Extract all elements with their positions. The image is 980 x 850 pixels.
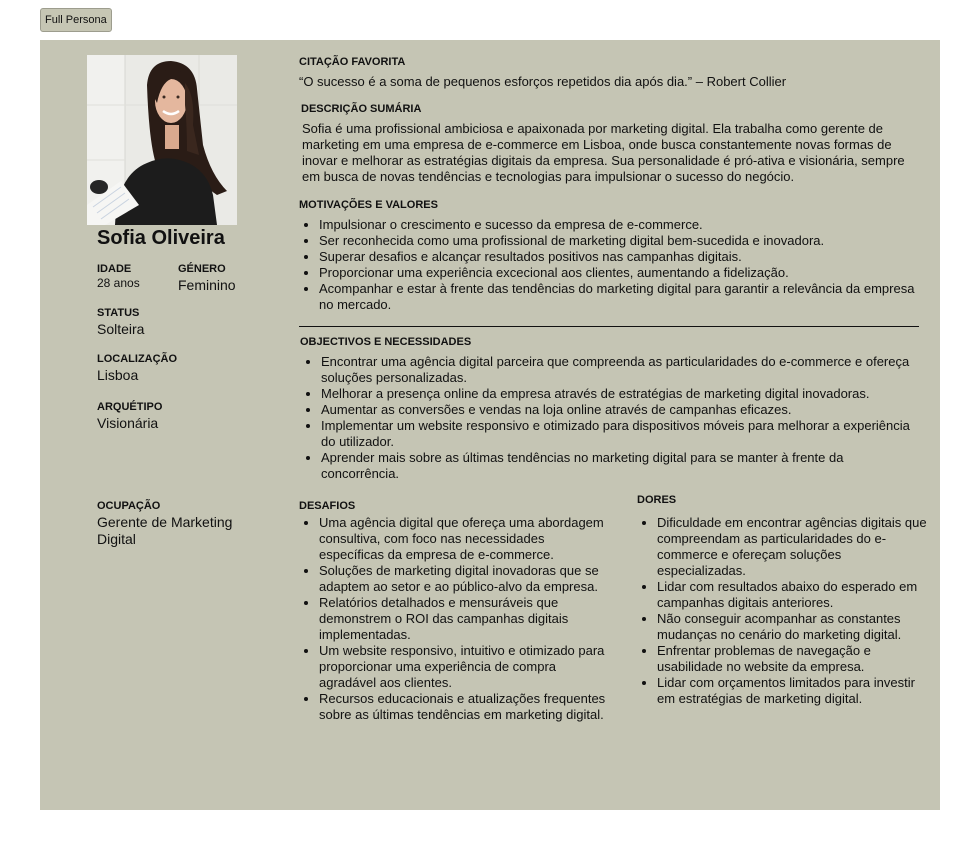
persona-card <box>40 40 940 810</box>
list-item: • Dificuldade em encontrar agências digitais que compreendam as particularidades do e-commerce e ofereçam soluções especializadas. <box>657 515 927 579</box>
location-label: LOCALIZAÇÃO <box>97 353 178 365</box>
location-value: Lisboa <box>97 367 139 383</box>
list-item: • Acompanhar e estar à frente das tendências do marketing digital para garantir a relevância da empresa no mercado. <box>319 281 919 313</box>
list-item: • Proporcionar uma experiência excecional aos clientes, aumentando a fidelização. <box>319 265 919 281</box>
list-item: • Aumentar as conversões e vendas na loja online através de campanhas eficazes. <box>321 402 921 418</box>
list-item: • Soluções de marketing digital inovadoras que se adaptem ao setor e ao público-alvo da empresa. <box>319 563 609 595</box>
status-value: Solteira <box>97 321 145 337</box>
list-item: • Um website responsivo, intuitivo e otimizado para proporcionar uma experiência de compra agradável aos clientes. <box>319 643 609 691</box>
list-item: • Aprender mais sobre as últimas tendências no marketing digital para se manter à frente da concorrência. <box>321 450 921 482</box>
gender-value: Feminino <box>178 277 236 293</box>
gender-label: GÉNERO <box>178 263 226 275</box>
objectives-list <box>301 354 921 482</box>
list-item: • Enfrentar problemas de navegação e usabilidade no website da empresa. <box>657 643 927 675</box>
challenges-list <box>299 515 609 723</box>
occupation-label: OCUPAÇÃO <box>97 500 161 512</box>
age-label: IDADE <box>97 263 132 275</box>
list-item: • Recursos educacionais e atualizações frequentes sobre as últimas tendências em marketing digital. <box>319 691 609 723</box>
section-divider <box>299 326 919 327</box>
archetype-label: ARQUÉTIPO <box>97 401 163 413</box>
list-item: • Encontrar uma agência digital parceira que compreenda as particularidades do e-commerce e ofereça soluções personalizadas. <box>321 354 921 386</box>
archetype-value: Visionária <box>97 415 159 431</box>
status-label: STATUS <box>97 307 140 319</box>
persona-photo-image <box>87 55 237 225</box>
age-value: 28 anos <box>97 276 140 290</box>
list-item: • Impulsionar o crescimento e sucesso da empresa de e-commerce. <box>319 217 919 233</box>
full-persona-button[interactable]: Full Persona <box>40 8 112 32</box>
list-item: • Lidar com orçamentos limitados para investir em estratégias de marketing digital. <box>657 675 927 707</box>
persona-photo <box>87 55 237 225</box>
list-item: • Ser reconhecida como uma profissional de marketing digital bem-sucedida e inovadora. <box>319 233 919 249</box>
objectives-title: OBJECTIVOS E NECESSIDADES <box>300 336 472 348</box>
list-item: • Superar desafios e alcançar resultados positivos nas campanhas digitais. <box>319 249 919 265</box>
list-item: • Relatórios detalhados e mensuráveis que demonstrem o ROI das campanhas digitais implementadas. <box>319 595 609 643</box>
summary-title: DESCRIÇÃO SUMÁRIA <box>301 103 422 115</box>
motivations-list <box>299 217 919 313</box>
pains-list <box>637 515 927 707</box>
quote-title: CITAÇÃO FAVORITA <box>299 56 406 68</box>
list-item: • Não conseguir acompanhar as constantes mudanças no cenário do marketing digital. <box>657 611 927 643</box>
motivations-title: MOTIVAÇÕES E VALORES <box>299 199 438 211</box>
list-item: • Melhorar a presença online da empresa através de estratégias de marketing digital inovadoras. <box>321 386 921 402</box>
summary-text: Sofia é uma profissional ambiciosa e apaixonada por marketing digital. Ela trabalha como gerente de marketing em uma empresa de e-commerce em Lisboa, onde busca constantemente novas formas de inovar e melhorar as estratégias digitais da empresa. Sua personalidade é pró-ativa e visionária, sempre em busca de novas tendências e tecnologias para impulsionar o sucesso do negócio. <box>302 121 905 184</box>
list-item: • Lidar com resultados abaixo do esperado em campanhas digitais anteriores. <box>657 579 927 611</box>
pains-title: DORES <box>637 494 677 506</box>
list-item: • Implementar um website responsivo e otimizado para dispositivos móveis para melhorar a experiência do utilizador. <box>321 418 921 450</box>
challenges-title: DESAFIOS <box>299 500 356 512</box>
list-item: • Uma agência digital que ofereça uma abordagem consultiva, com foco nas necessidades específicas da empresa de e-commerce. <box>319 515 609 563</box>
occupation-value: Gerente de Marketing Digital <box>97 514 233 547</box>
persona-name: Sofia Oliveira <box>97 227 225 249</box>
quote-text: “O sucesso é a soma de pequenos esforços repetidos dia após dia.” – Robert Collier <box>299 74 787 89</box>
